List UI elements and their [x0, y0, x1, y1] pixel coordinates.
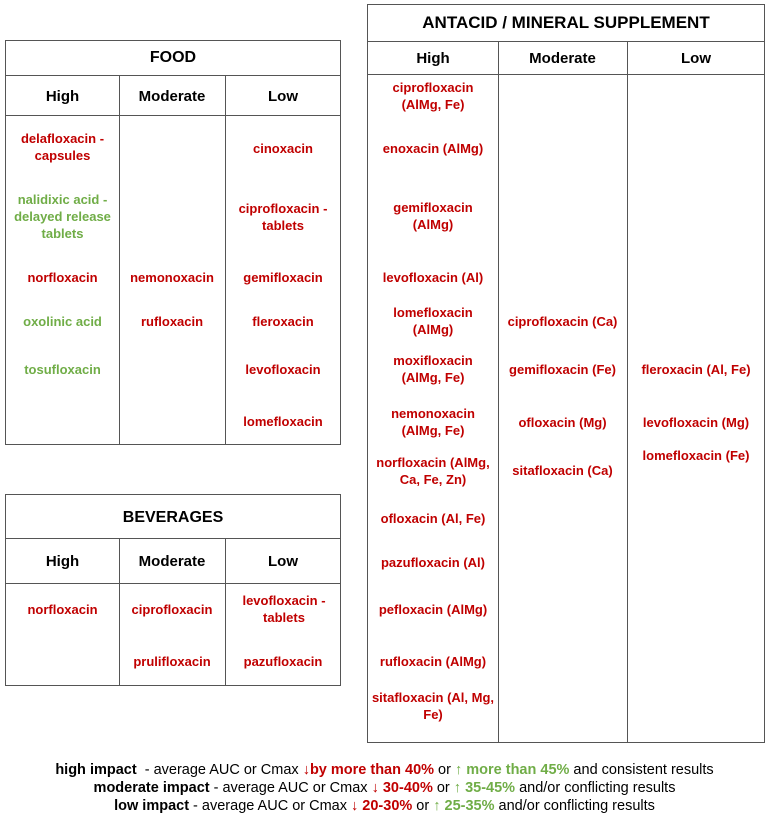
antacid-moderate-item: ofloxacin (Mg) [518, 415, 607, 430]
food-low-item: ciprofloxacin - tablets [238, 201, 328, 233]
antacid-high-item: gemifloxacin (AlMg) [393, 200, 473, 232]
beverages-moderate-item: prulifloxacin [133, 654, 211, 669]
legend-moderate-term: moderate impact [93, 780, 210, 796]
legend-low-text: - average AUC or Cmax [189, 798, 352, 814]
legend-moderate-text: - average AUC or Cmax [209, 780, 372, 796]
antacid-moderate-item: sitafloxacin (Ca) [512, 463, 613, 478]
antacid-title-divider [368, 41, 764, 42]
legend-low-up: ↑ 25-35% [433, 798, 495, 814]
antacid-high-item: ofloxacin (Al, Fe) [380, 511, 486, 526]
legend-moderate-tail: and/or conflicting results [515, 780, 676, 796]
antacid-moderate-item: gemifloxacin (Fe) [509, 362, 616, 377]
legend-moderate-or: or [432, 780, 454, 796]
food-header-moderate: Moderate [138, 88, 206, 105]
legend-moderate-up: ↑ 35-45% [453, 780, 516, 796]
antacid-high-item: enoxacin (AlMg) [382, 141, 484, 156]
legend-high-down: ↓by more than 40% [302, 762, 435, 778]
antacid-col-divider-1 [498, 41, 499, 742]
antacid-high-item: pazufloxacin (Al) [380, 555, 485, 570]
food-header-high: High [45, 88, 80, 105]
beverages-title-divider [6, 538, 340, 539]
food-high-item: nalidixic acid - delayed release tablets [14, 192, 111, 241]
antacid-high-item: moxifloxacin (AlMg, Fe) [393, 353, 473, 385]
legend-low-tail: and/or conflicting results [494, 798, 655, 814]
antacid-moderate-item: ciprofloxacin (Ca) [507, 314, 618, 329]
food-high-item: delafloxacin - capsules [20, 131, 105, 163]
antacid-high-item: levofloxacin (Al) [382, 270, 484, 285]
legend-low [0, 797, 769, 815]
food-moderate-item: nemonoxacin [130, 270, 214, 285]
antacid-high-item: nemonoxacin (AlMg, Fe) [391, 406, 475, 438]
beverages-header-moderate: Moderate [138, 553, 206, 570]
beverages-table [5, 494, 341, 686]
legend-high-term: high impact [55, 762, 137, 778]
antacid-high-item: rufloxacin (AlMg) [379, 654, 487, 669]
beverages-moderate-item: ciprofloxacin [131, 602, 213, 617]
antacid-table [367, 4, 765, 743]
antacid-title: ANTACID / MINERAL SUPPLEMENT [422, 13, 710, 32]
food-table [5, 40, 341, 445]
antacid-high-item: sitafloxacin (Al, Mg, Fe) [371, 690, 495, 722]
beverages-header-low: Low [268, 553, 298, 570]
legend-high [0, 761, 769, 779]
antacid-high-item: pefloxacin (AlMg) [378, 602, 488, 617]
food-title: FOOD [149, 49, 197, 66]
antacid-low-item: lomefloxacin (Fe) [642, 448, 750, 463]
legend-low-down: ↓ 20-30% [351, 798, 413, 814]
antacid-high-item: ciprofloxacin (AlMg, Fe) [392, 80, 474, 112]
antacid-header-low: Low [681, 50, 711, 67]
food-col-divider-1 [119, 75, 120, 444]
legend-low-or: or [412, 798, 434, 814]
antacid-low-item: levofloxacin (Mg) [642, 415, 750, 430]
antacid-col-divider-2 [627, 41, 628, 742]
beverages-low-item: levofloxacin - tablets [242, 593, 326, 625]
food-title-divider [6, 75, 340, 76]
beverages-header-high: High [45, 553, 80, 570]
food-high-item: oxolinic acid [23, 314, 102, 329]
food-high-item: norfloxacin [27, 270, 98, 285]
antacid-header-divider [368, 74, 764, 75]
legend-moderate-down: ↓ 30-40% [371, 780, 433, 796]
food-low-item: cinoxacin [253, 141, 313, 156]
food-col-divider-2 [225, 75, 226, 444]
food-header-divider [6, 115, 340, 116]
antacid-header-moderate: Moderate [529, 50, 596, 67]
beverages-high-item: norfloxacin [27, 602, 98, 617]
antacid-low-item: fleroxacin (Al, Fe) [641, 362, 751, 377]
legend-high-up: ↑ more than 45% [454, 762, 570, 778]
legend-high-tail: and consistent results [569, 762, 714, 778]
beverages-header-divider [6, 583, 340, 584]
food-low-item: lomefloxacin [243, 414, 323, 429]
food-high-item: tosufloxacin [24, 362, 101, 377]
antacid-header-high: High [416, 50, 450, 67]
food-header-low: Low [268, 88, 298, 105]
food-low-item: levofloxacin [245, 362, 321, 377]
legend-high-text: - average AUC or Cmax [136, 762, 303, 778]
food-low-item: gemifloxacin [243, 270, 323, 285]
beverages-title: BEVERAGES [122, 509, 224, 526]
beverages-low-item: pazufloxacin [243, 654, 323, 669]
legend-low-term: low impact [114, 798, 190, 814]
food-moderate-item: rufloxacin [140, 314, 204, 329]
legend-high-or: or [434, 762, 455, 778]
antacid-high-item: lomefloxacin (AlMg) [393, 305, 473, 337]
antacid-high-item: norfloxacin (AlMg, Ca, Fe, Zn) [376, 455, 490, 487]
legend-moderate [0, 779, 769, 797]
food-low-item: fleroxacin [252, 314, 314, 329]
